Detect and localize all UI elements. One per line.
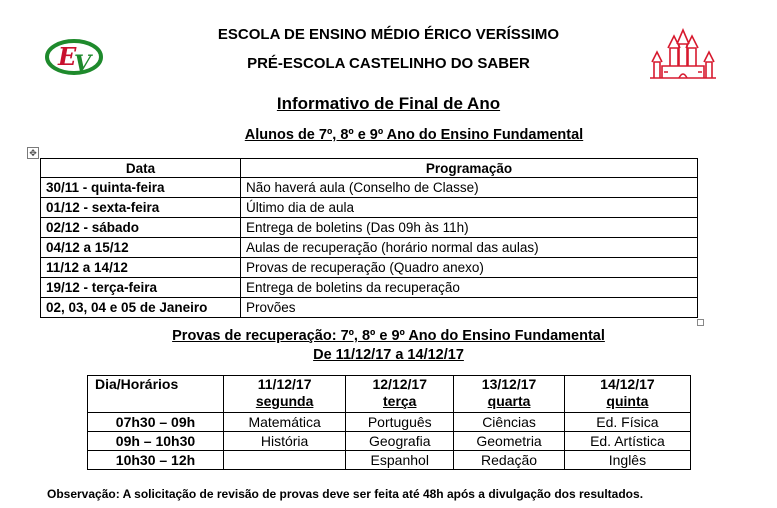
table-row bbox=[41, 198, 698, 218]
svg-text:E: E bbox=[58, 42, 77, 71]
subject-cell: Redação bbox=[454, 451, 565, 470]
table-row bbox=[41, 218, 698, 238]
program-cell: Provas de recuperação (Quadro anexo) bbox=[241, 258, 698, 278]
column-header-date: Data bbox=[41, 159, 241, 178]
date-cell: 02/12 - sábado bbox=[41, 218, 241, 238]
day-header bbox=[346, 376, 454, 413]
date-cell: 11/12 a 14/12 bbox=[41, 258, 241, 278]
page-subtitle: Alunos de 7º, 8º e 9º Ano do Ensino Fundamental bbox=[244, 127, 584, 143]
date-cell: 02, 03, 04 e 05 de Janeiro bbox=[41, 298, 241, 318]
day-header bbox=[564, 376, 690, 413]
observation-note: Observação: A solicitação de revisão de provas deve ser feita até 48h após a divulgação dos resultados. bbox=[47, 487, 644, 501]
time-slot: 09h – 10h30 bbox=[88, 432, 224, 451]
subject-cell: Ed. Artística bbox=[564, 432, 690, 451]
time-slot: 07h30 – 09h bbox=[88, 413, 224, 432]
table-row bbox=[88, 451, 691, 470]
date-cell: 30/11 - quinta-feira bbox=[41, 178, 241, 198]
table-row bbox=[41, 278, 698, 298]
day-header bbox=[454, 376, 565, 413]
day-date: 12/12/17 bbox=[372, 376, 427, 392]
table-resize-handle[interactable] bbox=[697, 319, 704, 326]
table-header-row bbox=[88, 376, 691, 413]
program-cell: Entrega de boletins da recuperação bbox=[241, 278, 698, 298]
table-row bbox=[88, 413, 691, 432]
recovery-exams-table bbox=[87, 375, 691, 470]
day-header bbox=[224, 376, 346, 413]
date-cell: 01/12 - sexta-feira bbox=[41, 198, 241, 218]
day-weekday: segunda bbox=[255, 393, 314, 409]
table-row bbox=[41, 258, 698, 278]
program-cell: Entrega de boletins (Das 09h às 11h) bbox=[241, 218, 698, 238]
recovery-date-range: De 11/12/17 a 14/12/17 bbox=[313, 347, 464, 363]
column-header-program: Programação bbox=[241, 159, 698, 178]
table-row bbox=[41, 238, 698, 258]
corner-header: Dia/Horários bbox=[88, 376, 224, 413]
day-date: 14/12/17 bbox=[600, 376, 655, 392]
school-name: ESCOLA DE ENSINO MÉDIO ÉRICO VERÍSSIMO bbox=[217, 26, 560, 43]
subject-cell: Português bbox=[346, 413, 454, 432]
day-date: 13/12/17 bbox=[481, 376, 537, 392]
subject-cell: Inglês bbox=[564, 451, 690, 470]
day-date: 11/12/17 bbox=[257, 376, 312, 392]
recovery-title: Provas de recuperação: 7º, 8º e 9º Ano do Ensino Fundamental bbox=[172, 328, 605, 344]
subject-cell: Espanhol bbox=[346, 451, 454, 470]
schedule-table bbox=[40, 158, 698, 318]
table-row bbox=[41, 178, 698, 198]
table-header-row bbox=[41, 159, 698, 178]
day-weekday: quinta bbox=[606, 393, 649, 409]
program-cell: Aulas de recuperação (horário normal das aulas) bbox=[241, 238, 698, 258]
date-cell: 19/12 - terça-feira bbox=[41, 278, 241, 298]
program-cell: Não haverá aula (Conselho de Classe) bbox=[241, 178, 698, 198]
page-title: Informativo de Final de Ano bbox=[276, 94, 501, 113]
subject-cell bbox=[224, 451, 346, 470]
svg-text:V: V bbox=[74, 51, 92, 77]
day-weekday: quarta bbox=[487, 393, 531, 409]
subject-cell: Matemática bbox=[224, 413, 346, 432]
subject-cell: Ciências bbox=[454, 413, 565, 432]
day-weekday: terça bbox=[383, 393, 417, 409]
program-cell: Provões bbox=[241, 298, 698, 318]
table-row bbox=[41, 298, 698, 318]
table-row bbox=[88, 432, 691, 451]
time-slot: 10h30 – 12h bbox=[88, 451, 224, 470]
subject-cell: Geometria bbox=[454, 432, 565, 451]
subject-cell: Geografia bbox=[346, 432, 454, 451]
subject-cell: Ed. Física bbox=[564, 413, 690, 432]
table-move-icon[interactable]: ✥ bbox=[27, 147, 39, 159]
date-cell: 04/12 a 15/12 bbox=[41, 238, 241, 258]
subject-cell: História bbox=[224, 432, 346, 451]
preschool-name: PRÉ-ESCOLA CASTELINHO DO SABER bbox=[247, 55, 530, 72]
program-cell: Último dia de aula bbox=[241, 198, 698, 218]
